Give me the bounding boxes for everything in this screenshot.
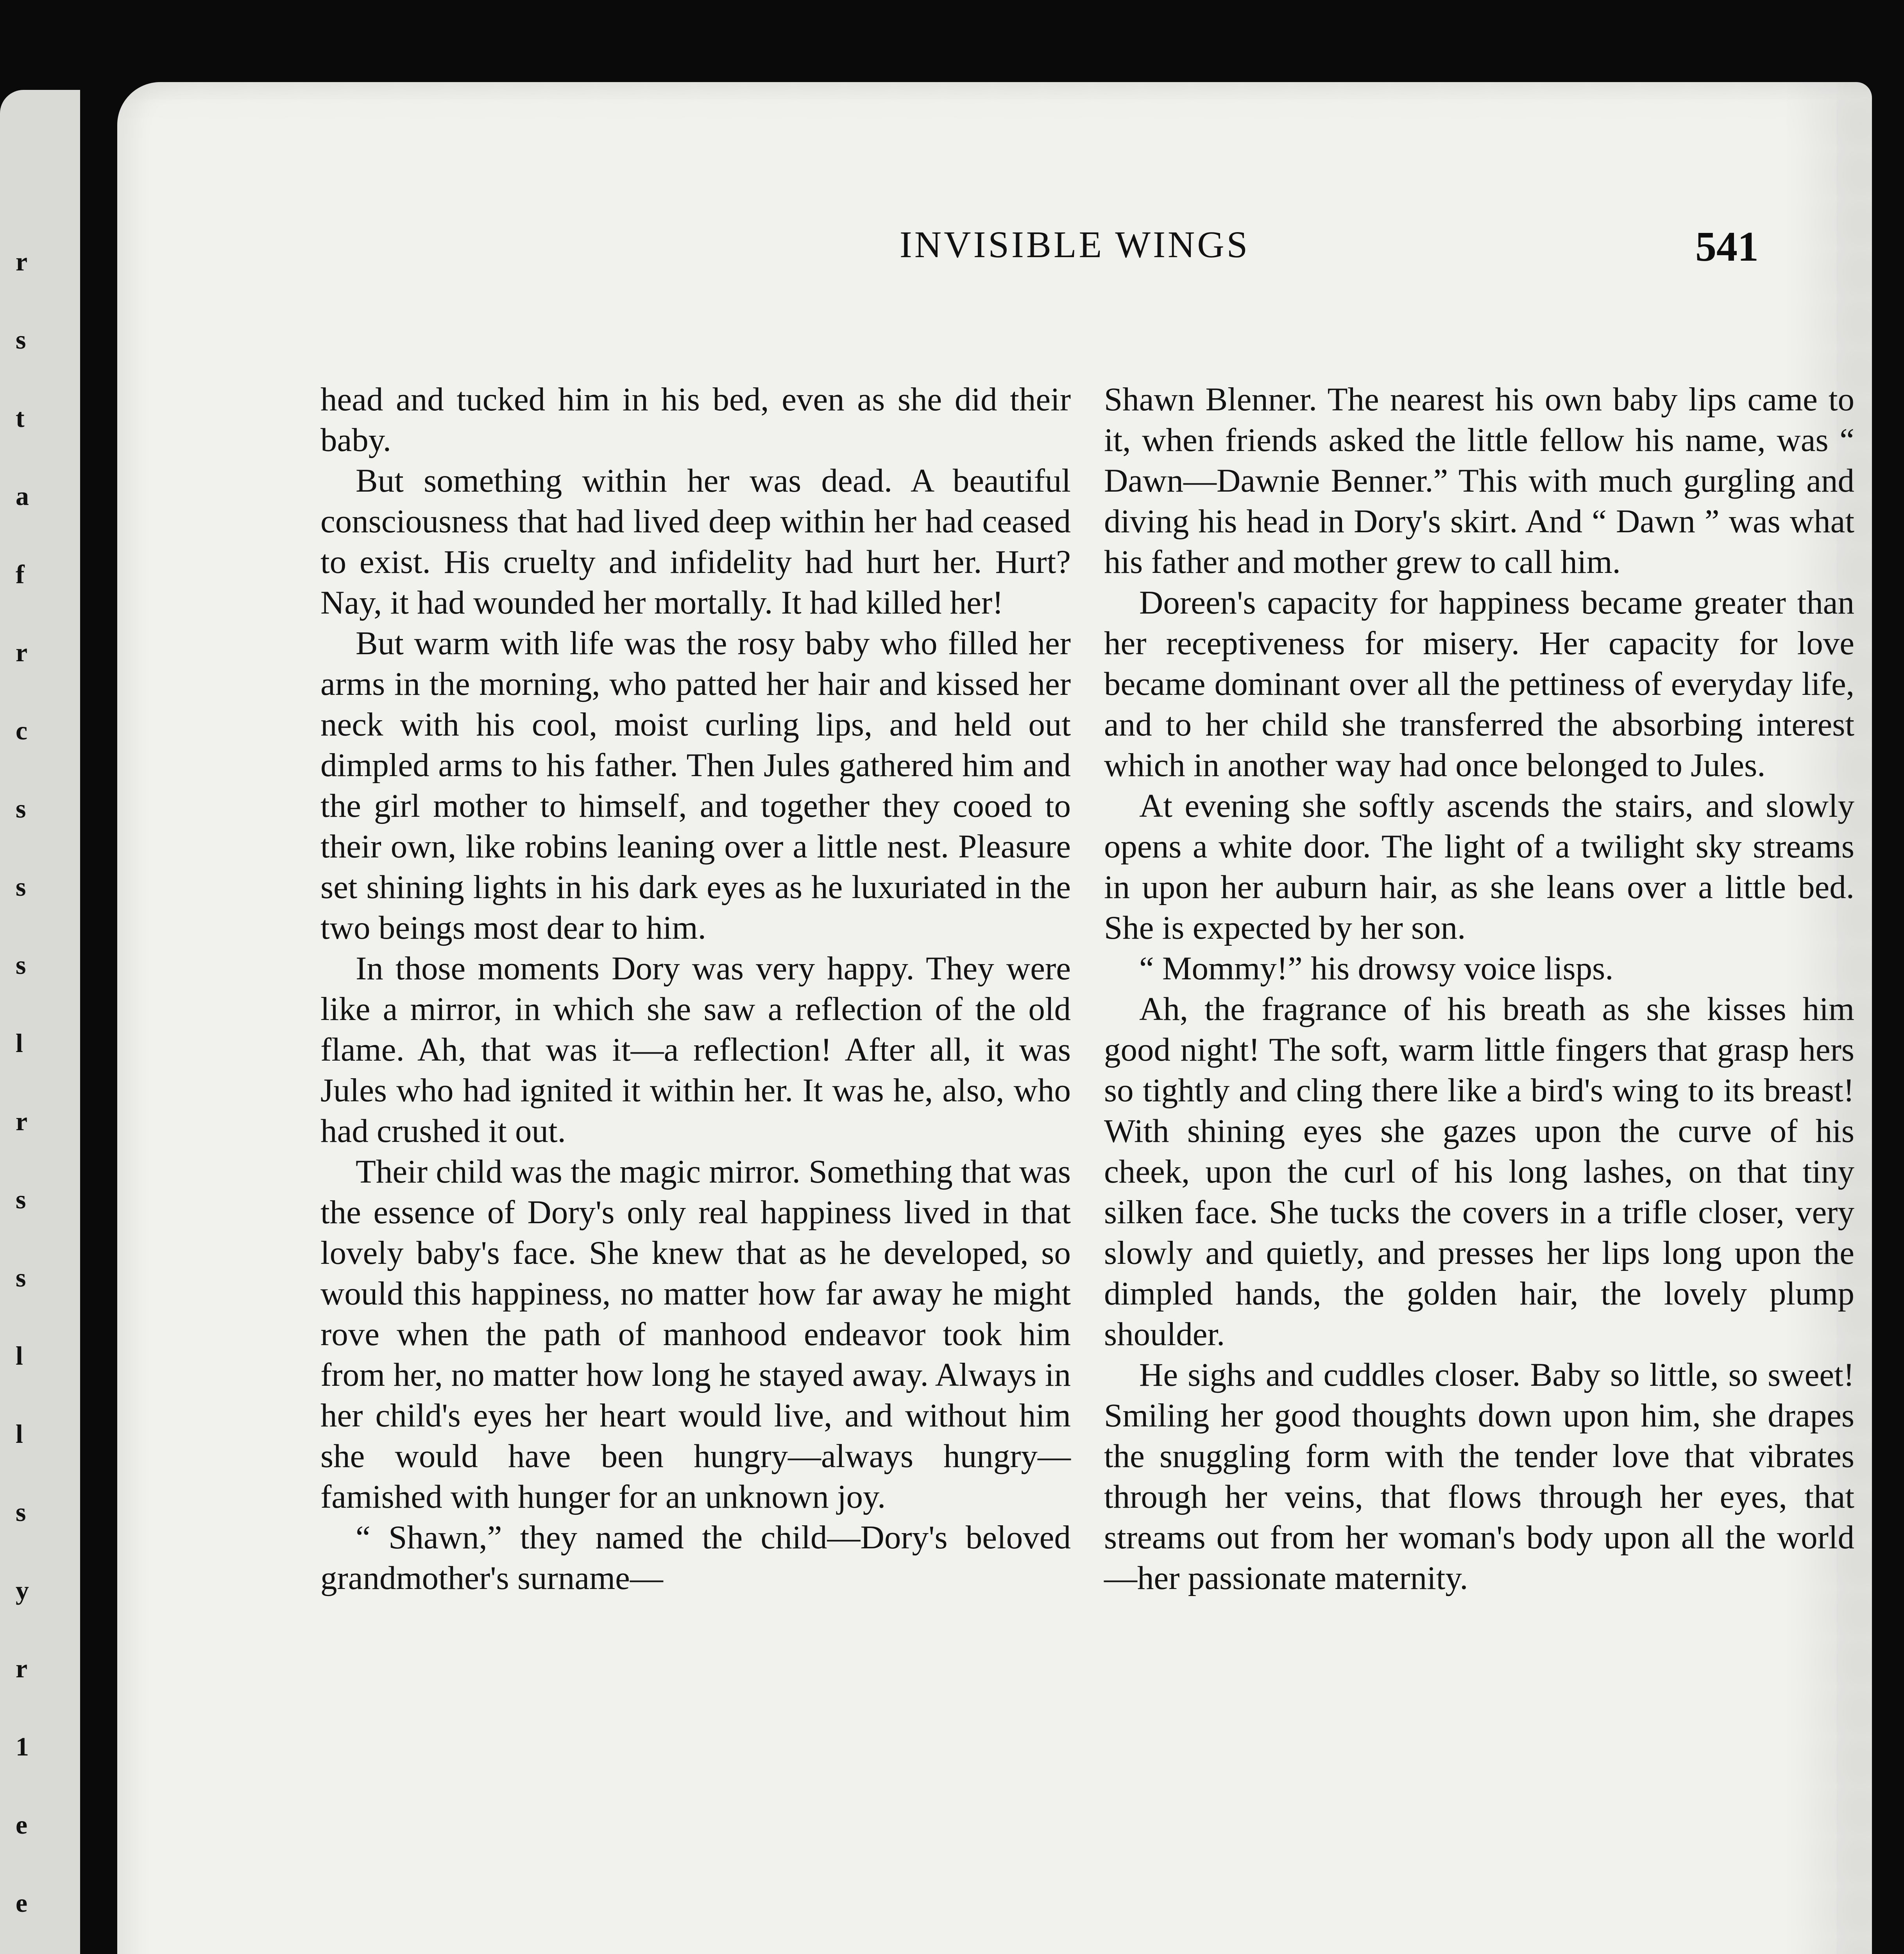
adjacent-page-fragment: s <box>16 325 26 354</box>
adjacent-page-fragment: s <box>16 872 26 902</box>
paragraph: But something within her was dead. A beautiful consciousness that had lived deep within her had ceased to exist. His cruelty and infidelity had hurt her. Hurt? Nay, it had wounded her mortally. It had killed her! <box>320 462 1071 621</box>
paragraph: At evening she softly ascends the stairs, and slowly opens a white door. The light of a twilight sky streams in upon her auburn hair, as she leans over a little bed. She is expected by her son. <box>1104 787 1854 946</box>
adjacent-page-fragment: e <box>16 1810 28 1839</box>
adjacent-page-sliver <box>0 90 80 1954</box>
running-title: INVISIBLE WINGS <box>899 224 1250 265</box>
adjacent-page-fragment: r <box>16 1106 28 1136</box>
page-number: 541 <box>1695 224 1759 270</box>
adjacent-page-fragment: r <box>16 1653 28 1683</box>
paragraph: “ Mommy!” his drowsy voice lisps. <box>1139 950 1614 987</box>
adjacent-page-fragment: s <box>16 950 26 980</box>
story-column-left <box>320 379 1071 1598</box>
paragraph: But warm with life was the rosy baby who filled her arms in the morning, who patted her hair and kissed her neck with his cool, moist curling lips, and held out dimpled arms to his father. Then Jules gathered him and the girl mother to himself, and together they cooed to their own, like robins leaning over a little nest. Pleasure set shining lights in his dark eyes as he luxuriated in the two beings most dear to him. <box>320 625 1071 946</box>
page-header <box>117 223 1872 270</box>
paragraph: Doreen's capacity for happiness became greater than her receptiveness for misery. Her capacity for love became dominant over all the pettiness of everyday life, and to her child she transferred the absorbing interest which in another way had once belonged to Jules. <box>1104 584 1854 784</box>
magazine-page <box>117 82 1872 1954</box>
adjacent-page-fragment: e <box>16 1888 28 1918</box>
adjacent-page-fragment: y <box>16 1575 29 1605</box>
paragraph: head and tucked him in his bed, even as she did their baby. <box>320 381 1071 458</box>
adjacent-page-fragment: l <box>16 1341 23 1371</box>
adjacent-page-fragment: t <box>16 403 25 433</box>
adjacent-page-fragment: r <box>16 247 28 276</box>
paragraph: In those moments Dory was very happy. They were like a mirror, in which she saw a reflection of the old flame. Ah, that was it—a reflection! After all, it was Jules who had ignited it within her. It was he, also, who had crushed it out. <box>320 950 1071 1149</box>
adjacent-page-fragment: c <box>16 716 28 745</box>
adjacent-page-fragment: s <box>16 1263 26 1292</box>
paragraph: Ah, the fragrance of his breath as she kisses him good night! The soft, warm little fingers that grasp hers so tightly and cling there like a bird's wing to its breast! With shining eyes she gazes upon the curve of his cheek, upon the curl of his long lashes, on that tiny silken face. She tucks the covers in a trifle closer, very slowly and quietly, and presses her lips long upon the dimpled hands, the golden hair, the lovely plump shoulder. <box>1104 991 1854 1353</box>
paragraph: “ Shawn,” they named the child—Dory's beloved grandmother's surname— <box>320 1519 1071 1596</box>
paragraph: He sighs and cuddles closer. Baby so little, so sweet! Smiling her good thoughts down upon him, she drapes the snuggling form with the tender love that vibrates through her veins, that flows through her eyes, that streams out from her woman's body upon all the world—her passionate maternity. <box>1104 1356 1854 1596</box>
story-column-right <box>1104 379 1854 1598</box>
adjacent-page-fragment: f <box>16 559 25 589</box>
adjacent-page-fragment: 1 <box>16 1732 29 1761</box>
adjacent-page-fragment: a <box>16 481 29 511</box>
adjacent-page-fragment: s <box>16 1185 26 1214</box>
paragraph: Shawn Blenner. The nearest his own baby lips came to it, when friends asked the little fellow his name, was “ Dawn—Dawnie Benner.” This with much gurgling and diving his head in Dory's skirt. And “ Dawn ” was what his father and mother grew to call him. <box>1104 381 1854 580</box>
adjacent-page-fragment: s <box>16 794 26 823</box>
adjacent-page-fragment: r <box>16 637 28 667</box>
adjacent-page-fragment: l <box>16 1419 23 1449</box>
adjacent-page-fragment: s <box>16 1497 26 1527</box>
paragraph: Their child was the magic mirror. Something that was the essence of Dory's only real happiness lived in that lovely baby's face. She knew that as he developed, so would this happiness, no matter how far away he might rove when the path of manhood endeavor took him from her, no matter how long he stayed away. Always in her child's eyes her heart would live, and without him she would have been hungry—always hungry—famished with hunger for an unknown joy. <box>320 1153 1071 1515</box>
adjacent-page-fragment: l <box>16 1028 23 1058</box>
